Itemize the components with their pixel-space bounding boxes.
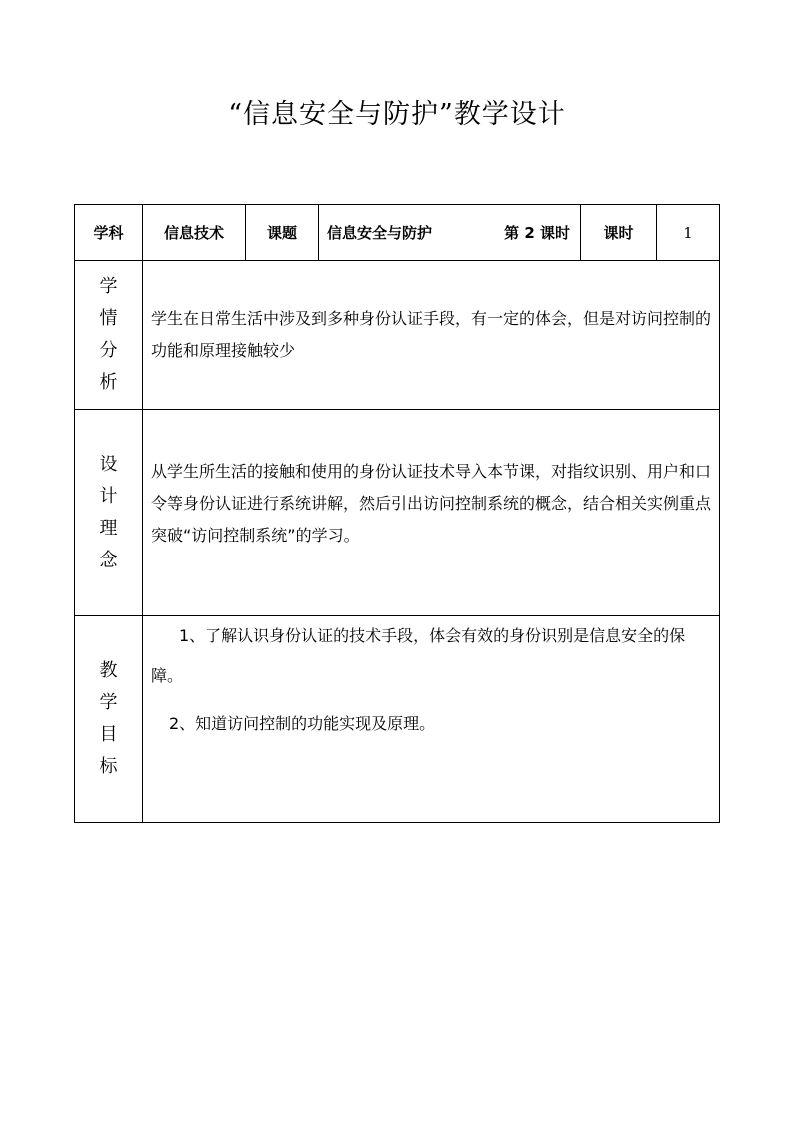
design-label-char: 念 — [99, 549, 118, 571]
goals-label — [75, 616, 143, 823]
topic-cell — [319, 205, 581, 261]
analysis-label — [75, 261, 143, 410]
analysis-text: 学生在日常生活中涉及到多种身份认证手段，有一定的体会，但是对访问控制的功能和原理接触较少 — [143, 261, 720, 410]
subject-label: 学科 — [75, 205, 143, 261]
analysis-label-char: 情 — [99, 308, 118, 329]
design-row — [75, 410, 720, 616]
goals-cell — [143, 616, 720, 823]
goals-label-char: 标 — [99, 756, 118, 777]
analysis-label-char: 分 — [99, 340, 118, 361]
design-cell — [143, 410, 720, 616]
goals-label-char: 目 — [99, 724, 118, 745]
header-row — [75, 205, 720, 261]
analysis-label-char: 学 — [99, 276, 118, 297]
hours-value: 1 — [657, 205, 720, 261]
hours-label: 课时 — [581, 205, 657, 261]
lesson-number: 第 2 课时 — [504, 224, 570, 242]
design-label-char: 计 — [99, 485, 118, 507]
analysis-label-char: 析 — [99, 372, 118, 393]
design-label-char: 设 — [99, 453, 118, 475]
goals-row — [75, 616, 720, 823]
design-label — [75, 410, 143, 616]
goal-item: 1、了解认识身份认证的技术手段，体会有效的身份识别是信息安全的保障。 — [151, 626, 686, 685]
document-title: “信息安全与防护”教学设计 — [228, 99, 566, 130]
design-label-char: 理 — [99, 517, 118, 539]
goals-label-char: 教 — [99, 660, 118, 681]
goal-item: 2、知道访问控制的功能实现及原理。 — [169, 714, 436, 733]
analysis-row — [75, 261, 720, 410]
topic-label: 课题 — [246, 205, 319, 261]
goals-label-char: 学 — [99, 692, 118, 713]
lesson-plan-table — [74, 204, 720, 823]
design-text: 从学生所生活的接触和使用的身份认证技术导入本节课，对指纹识别、用户和口令等身份认证进行系统讲解，然后引出访问控制系统的概念，结合相关实例重点突破“访问控制系统”的学习。 — [151, 461, 712, 545]
subject-value: 信息技术 — [143, 205, 246, 261]
topic-value: 信息安全与防护 — [327, 224, 433, 242]
